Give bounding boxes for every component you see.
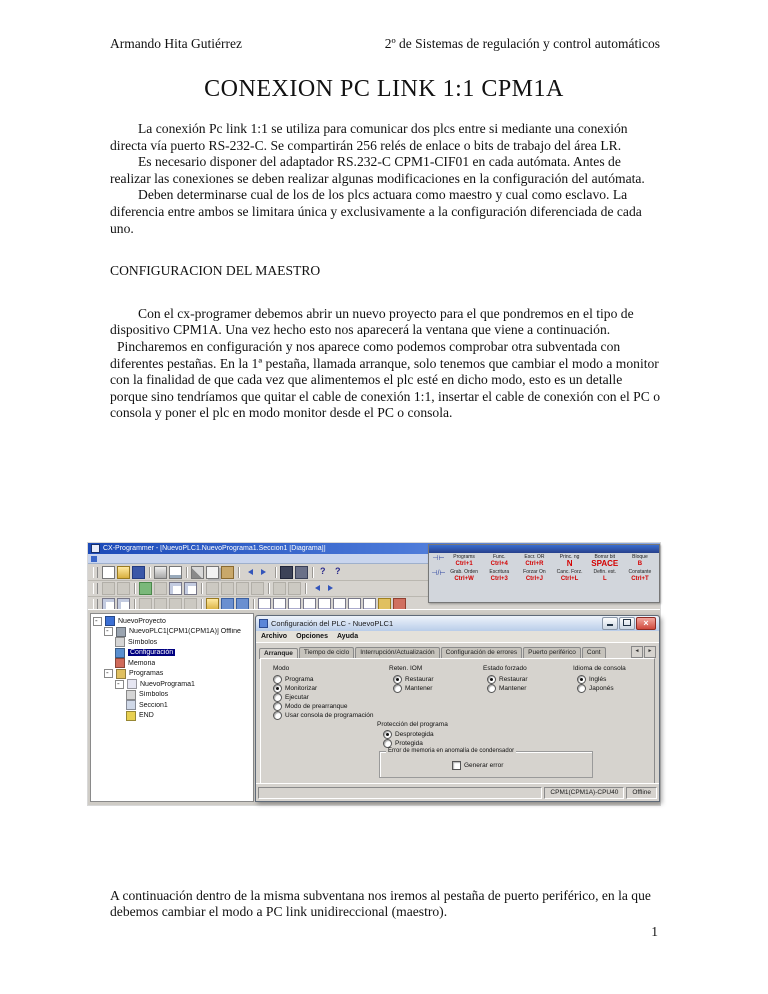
legend-label: Bloque xyxy=(632,554,648,560)
legend-label: Forzar On xyxy=(523,569,546,575)
dialog-tabstrip xyxy=(256,643,659,658)
tree-item-simbolos[interactable] xyxy=(91,637,253,648)
radio-forzado-restaurar[interactable] xyxy=(487,675,528,684)
toolbar-separator xyxy=(268,583,269,594)
legend-label: Escritura xyxy=(489,569,510,575)
paragraph-5: Pincharemos en configuración y nos aparece como podemos comprobar otra subventada con diferentes pestañas. En la 1ª pestaña, llamada arranque, solo tenemos que cambiar el modo a monitor con la finalidad de que cada vez que alimentemos el plc esté en dicho modo, esto es un detalle porque sino tendríamos que quitar el cable de conexión 1:1, insertar el cable de conexión con el PC o consola y poner el plc en modo monitor desde el PC o consola. xyxy=(110,338,660,421)
forzado-group-label: Estado forzado xyxy=(483,665,527,672)
section-heading: CONFIGURACION DEL MAESTRO xyxy=(110,263,321,279)
legend-row xyxy=(429,568,659,583)
toolbar-separator xyxy=(275,567,276,578)
tree-item-simbolos-programa[interactable] xyxy=(91,690,253,701)
radio-icon xyxy=(273,702,282,711)
tab-scroll-right-icon[interactable]: ► xyxy=(644,646,656,658)
tab-cont[interactable]: Cont xyxy=(582,647,606,658)
legend-cell xyxy=(588,569,622,583)
status-device: CPM1(CPM1A)-CPU40 xyxy=(544,787,624,799)
legend-cell xyxy=(482,569,516,583)
radio-label: Modo de prearranque xyxy=(285,703,348,710)
paragraph-1: La conexión Pc link 1:1 se utiliza para comunicar dos plcs entre si mediante una conexión directa vía puerto RS-232-C. Se compartirán 256 relés de enlace o bits de trabajo del área LR. xyxy=(110,121,628,153)
menu-opciones[interactable]: Opciones xyxy=(296,633,328,640)
legend-key: Ctrl+J xyxy=(525,576,544,582)
memory-icon xyxy=(115,658,125,668)
toolbar-separator xyxy=(134,583,135,594)
client-area xyxy=(88,609,660,805)
dialog-title: Configuración del PLC - NuevoPLC1 xyxy=(271,619,394,628)
shortcut-legend xyxy=(428,544,660,603)
maximize-button[interactable] xyxy=(619,617,635,630)
document-title: CONEXION PC LINK 1:1 CPM1A xyxy=(204,76,564,102)
legend-label: Escr. OR xyxy=(524,554,545,560)
toolbar-separator xyxy=(149,567,150,578)
checkbox-icon xyxy=(452,761,461,770)
legend-label: Princ. ng xyxy=(559,554,580,560)
plc-settings-dialog xyxy=(255,615,660,802)
end-icon xyxy=(126,711,136,721)
tree-item-label: NuevoPrograma1 xyxy=(140,680,195,688)
legend-cell xyxy=(553,554,587,568)
zoom-out-icon[interactable] xyxy=(117,582,130,595)
tab-interrupcion[interactable]: Interrupción/Actualización xyxy=(355,647,439,658)
legend-key: Ctrl+1 xyxy=(455,561,473,567)
collapse-icon[interactable] xyxy=(115,680,124,689)
radio-ejecutar[interactable] xyxy=(273,693,309,702)
tab-scroll-buttons xyxy=(631,646,656,658)
tab-config-errores[interactable]: Configuración de errores xyxy=(441,647,523,658)
app-title: CX-Programmer - [NuevoPLC1.NuevoPrograma1.Seccion1 [Diagrama]] xyxy=(103,545,326,552)
legend-key: Ctrl+4 xyxy=(490,561,508,567)
dialog-statusbar xyxy=(256,783,659,801)
undo-icon[interactable] xyxy=(243,566,256,579)
collapse-icon[interactable] xyxy=(104,627,113,636)
radio-japones[interactable] xyxy=(577,684,614,693)
tree-item-memoria[interactable] xyxy=(91,658,253,669)
radio-icon xyxy=(383,739,392,748)
radio-label: Restaurar xyxy=(405,676,434,683)
radio-usar-consola[interactable] xyxy=(273,711,374,720)
window-buttons xyxy=(602,617,656,630)
project-tree xyxy=(90,613,254,802)
paste-icon[interactable] xyxy=(221,566,234,579)
radio-monitorizar[interactable] xyxy=(273,684,317,693)
tree-item-label: Seccion1 xyxy=(139,701,168,709)
tree-item-label: END xyxy=(139,712,154,720)
tree-item-label: Configuración xyxy=(130,649,174,657)
radio-reten-restaurar[interactable] xyxy=(393,675,434,684)
radio-label: Inglés xyxy=(589,676,607,683)
legend-label: Grab. Orden xyxy=(450,569,478,575)
legend-key: N xyxy=(566,559,573,568)
symbols-icon xyxy=(126,690,136,700)
download-icon[interactable] xyxy=(288,582,301,595)
radio-label: Usar consola de programación xyxy=(285,712,374,719)
legend-key: Ctrl+T xyxy=(631,576,649,582)
tree-item-programas[interactable] xyxy=(91,669,253,680)
radio-programa[interactable] xyxy=(273,675,314,684)
print-preview-icon[interactable] xyxy=(169,566,182,579)
print-icon[interactable] xyxy=(154,566,167,579)
tree-item-configuracion[interactable] xyxy=(91,648,253,659)
page-number: 1 xyxy=(651,924,658,939)
legend-label: Constante xyxy=(628,569,652,575)
radio-icon xyxy=(393,675,402,684)
menu-archivo[interactable]: Archivo xyxy=(261,633,288,640)
legend-key: Ctrl+L xyxy=(560,576,579,582)
tree-item-seccion1[interactable] xyxy=(91,700,253,711)
collapse-icon[interactable] xyxy=(93,617,102,626)
radio-icon xyxy=(273,684,282,693)
find-icon[interactable] xyxy=(280,566,293,579)
context-help-icon[interactable] xyxy=(332,566,345,579)
tree-item-plc[interactable] xyxy=(91,627,253,638)
app-icon xyxy=(91,544,100,553)
legend-label: Func. xyxy=(493,554,506,560)
tree-item-label: Símbolos xyxy=(139,691,169,699)
legend-key: L xyxy=(602,576,607,582)
ladder-closed-contact-symbol: ⊣/⊢ xyxy=(431,570,446,577)
work-online-icon[interactable] xyxy=(221,582,234,595)
radio-forzado-mantener[interactable] xyxy=(487,684,526,693)
run-mode-icon[interactable] xyxy=(273,582,286,595)
radio-label: Monitorizar xyxy=(285,685,318,692)
radio-label: Protegida xyxy=(395,740,423,747)
toolbar-separator xyxy=(201,583,202,594)
toolbar-separator xyxy=(238,567,239,578)
mnemonic-view-icon[interactable] xyxy=(169,582,182,595)
legend-key: B xyxy=(637,561,643,567)
ladder-view-icon[interactable] xyxy=(154,582,167,595)
radio-label: Programa xyxy=(285,676,314,683)
legend-key: SPACE xyxy=(591,559,619,568)
output-window-icon[interactable] xyxy=(206,582,219,595)
tab-puerto-periferico[interactable]: Puerto periférico xyxy=(523,647,581,658)
status-connection: Offline xyxy=(626,787,657,799)
header-course: 2º de Sistemas de regulación y control automáticos xyxy=(384,36,660,51)
zoom-in-icon[interactable] xyxy=(102,582,115,595)
legend-row xyxy=(429,553,659,568)
forward-icon[interactable] xyxy=(325,582,338,595)
project-icon xyxy=(105,616,115,626)
help-icon[interactable] xyxy=(317,566,330,579)
symbols-icon xyxy=(115,637,125,647)
tree-item-label: Memoria xyxy=(128,659,156,667)
radio-ingles[interactable] xyxy=(577,675,606,684)
status-spacer xyxy=(258,787,542,799)
radio-icon xyxy=(273,693,282,702)
legend-label: Defin. est. xyxy=(593,569,617,575)
tree-item-label: Símbolos xyxy=(128,638,158,646)
close-button[interactable] xyxy=(636,617,656,630)
toolbar-separator xyxy=(312,567,313,578)
radio-icon xyxy=(577,675,586,684)
tab-page-arranque xyxy=(260,658,655,785)
paragraph-4: Con el cx-programer debemos abrir un nuevo proyecto para el que pondremos en el tipo de dispositivo CPM1A. Una vez hecho esto nos aparecerá la ventana que viene a continuación. xyxy=(110,305,634,338)
child-window-icon xyxy=(91,556,97,562)
monitor-mode-icon[interactable] xyxy=(236,582,249,595)
toolbar-separator xyxy=(186,567,187,578)
tree-item-proyecto[interactable] xyxy=(91,616,253,627)
radio-icon xyxy=(487,675,496,684)
redo-icon[interactable] xyxy=(258,566,271,579)
radio-label: Japonés xyxy=(589,685,614,692)
legend-cell xyxy=(482,554,516,568)
legend-cell xyxy=(623,554,657,568)
legend-key: Ctrl+W xyxy=(454,576,474,582)
modo-group-label: Modo xyxy=(273,665,290,672)
header-author: Armando Hita Gutiérrez xyxy=(110,36,242,51)
open-icon[interactable] xyxy=(117,566,130,579)
legend-cell xyxy=(447,554,481,568)
paragraph-2: Es necesario disponer del adaptador RS.232-C CPM1-CIF01 en cada autómata. Antes de realizar las conexiones se deben realizar algunas modificaciones en la configuración del autómata. xyxy=(110,154,645,186)
program-mode-icon[interactable] xyxy=(251,582,264,595)
collapse-icon[interactable] xyxy=(104,669,113,678)
dialog-icon xyxy=(259,619,268,628)
back-icon[interactable] xyxy=(310,582,323,595)
legend-label: Programs xyxy=(453,554,475,560)
view-grid-icon[interactable] xyxy=(139,582,152,595)
legend-label: Canc. Forz. xyxy=(556,569,583,575)
radio-reten-mantener[interactable] xyxy=(393,684,432,693)
paragraph-3: Deben determinarse cual de los de los plcs actuara como maestro y cual como esclavo. La diferencia entre ambos se limitara única y exclusivamente a la configuración diferenciada de cada uno. xyxy=(110,187,642,236)
error-group-label: Error de memoria en anomalía de condensador xyxy=(388,748,515,754)
save-icon[interactable] xyxy=(132,566,145,579)
radio-label: Desprotegida xyxy=(395,731,434,738)
legend-cell xyxy=(588,554,622,568)
radio-desprotegida[interactable] xyxy=(383,730,434,739)
body-text xyxy=(110,121,663,422)
radio-label: Mantener xyxy=(499,685,527,692)
reten-group-label: Reten. IOM xyxy=(389,665,423,672)
new-file-icon[interactable] xyxy=(102,566,115,579)
legend-cell xyxy=(447,569,481,583)
radio-icon xyxy=(393,684,402,693)
cx-programmer-screenshot xyxy=(88,543,660,805)
idioma-group-label: Idioma de consola xyxy=(573,665,626,672)
proteccion-group-label: Protección del programa xyxy=(377,721,448,728)
checkbox-label: Generar error xyxy=(464,762,504,769)
toolbar-grip[interactable] xyxy=(93,583,98,594)
legend-key: Ctrl+R xyxy=(525,561,544,567)
tree-item-label: Programas xyxy=(129,670,164,678)
plc-icon xyxy=(116,627,126,637)
replace-icon[interactable] xyxy=(295,566,308,579)
radio-protegida[interactable] xyxy=(383,739,423,748)
legend-cell xyxy=(623,569,657,583)
radio-icon xyxy=(383,730,392,739)
programs-folder-icon xyxy=(116,669,126,679)
tree-item-nuevoprograma1[interactable] xyxy=(91,679,253,690)
radio-icon xyxy=(577,684,586,693)
generar-error-checkbox[interactable] xyxy=(452,761,503,770)
tree-item-end[interactable] xyxy=(91,711,253,722)
toolbar-grip[interactable] xyxy=(93,567,98,578)
program-icon xyxy=(127,679,137,689)
legend-cell xyxy=(517,554,551,568)
legend-label: Borrar bit xyxy=(594,554,616,560)
tree-item-label: NuevoProyecto xyxy=(118,617,166,625)
toolbar-separator xyxy=(305,583,306,594)
radio-icon xyxy=(487,684,496,693)
dialog-titlebar[interactable] xyxy=(256,616,659,631)
tab-scroll-left-icon[interactable]: ◄ xyxy=(631,646,643,658)
copy-icon[interactable] xyxy=(206,566,219,579)
dialog-menubar xyxy=(256,631,659,643)
page-header xyxy=(110,36,660,52)
legend-titlebar xyxy=(429,545,659,553)
error-memoria-group xyxy=(379,748,593,778)
minimize-button[interactable] xyxy=(602,617,618,630)
legend-cell xyxy=(517,569,551,583)
radio-modo-prearranque[interactable] xyxy=(273,702,348,711)
radio-label: Ejecutar xyxy=(285,694,309,701)
radio-icon xyxy=(273,711,282,720)
cut-icon[interactable] xyxy=(191,566,204,579)
section-icon xyxy=(126,700,136,710)
menu-ayuda[interactable]: Ayuda xyxy=(336,633,359,640)
settings-icon xyxy=(115,648,125,658)
tree-item-label: NuevoPLC1[CPM1(CPM1A)] Offline xyxy=(129,628,241,636)
radio-icon xyxy=(273,675,282,684)
radio-label: Mantener xyxy=(405,685,433,692)
legend-key: Ctrl+3 xyxy=(490,576,508,582)
watch-window-icon[interactable] xyxy=(184,582,197,595)
legend-cell xyxy=(553,569,587,583)
radio-label: Restaurar xyxy=(499,676,528,683)
tab-tiempo-de-ciclo[interactable]: Tiempo de ciclo xyxy=(299,647,354,658)
paragraph-6: A continuación dentro de la misma subventana nos iremos al pestaña de puerto periférico, en la que debemos cambiar el modo a PC link unidireccional (maestro). xyxy=(110,887,651,920)
tab-arranque[interactable]: Arranque xyxy=(259,648,298,659)
ladder-contact-symbol: ⊣⊢ xyxy=(432,555,445,562)
